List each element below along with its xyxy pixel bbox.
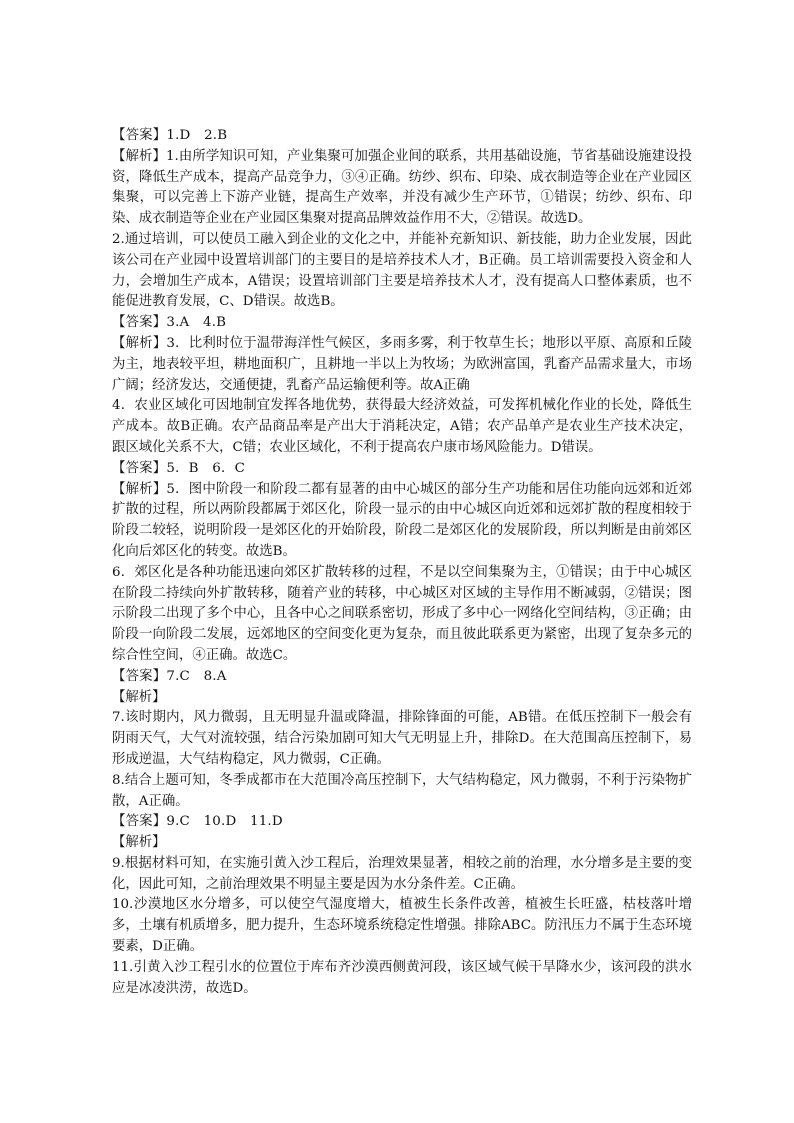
analysis-q1: 【解析】1.由所学知识可知，产业集聚可加强企业间的联系，共用基础设施，节省基础设施建设投资，降低生产成本，提高产品竞争力，③④正确。纺纱、织布、印染、成衣制造等企业在产业园区集聚，可以完善上下游产业链，提高生产效率，并没有减少生产环节，①错误；纺纱、织布、印染、成衣制造等企业在产业园区集聚对提高品牌效益作用不大，②错误。故选D。	[112, 148, 692, 227]
analysis-q8: 8.结合上题可知，冬季成都市在大范围冷高压控制下，大气结构稳定，风力微弱，不利于污染物扩散，A正确。	[112, 772, 692, 809]
analysis-heading-9-11: 【解析】	[112, 835, 166, 851]
analysis-q11: 11.引黄入沙工程引水的位置位于库布齐沙漠西侧黄河段，该区域气候干旱降水少，该河段的洪水应是冰凌洪涝，故选D。	[112, 959, 692, 996]
analysis-q6: 6．郊区化是各种功能迅速向郊区扩散转移的过程，不是以空间集聚为主，①错误；由于中心城区在阶段二持续向外扩散转移，随着产业的转移，中心城区对区域的主导作用不断减弱，②错误；图示阶段二出现了多个中心，且各中心之间联系密切，形成了多中心一网络化空间结构，③正确；由阶段一向阶段二发展，远郊地区的空间变化更为复杂，而且彼此联系更为紧密，出现了复杂多元的综合性空间，④正确。故选C。	[112, 564, 692, 663]
analysis-q7: 7.该时期内，风力微弱，且无明显升温或降温，排除锋面的可能，AB错。在低压控制下一般会有阴雨天气，大气对流较强，结合污染加剧可知大气无明显上升，排除D。在大范围高压控制下，易形成逆温，大气结构稳定，风力微弱，C正确。	[112, 710, 692, 767]
analysis-q9: 9.根据材料可知，在实施引黄入沙工程后，治理效果显著，相较之前的治理，水分增多是主要的变化，因此可知，之前治理效果不明显主要是因为水分条件差。C正确。	[112, 855, 692, 892]
analysis-q5: 【解析】5．图中阶段一和阶段二都有显著的由中心城区的部分生产功能和居住功能向远郊和近郊扩散的过程，所以两阶段都属于郊区化，阶段一显示的由中心城区向近郊和远郊扩散的程度相较于阶段二较轻，说明阶段一是郊区化的开始阶段，阶段二是郊区化的发展阶段，所以判断是由前郊区化向后郊区化的转变。故选B。	[112, 481, 692, 559]
answer-line-2: 【答案】3.A 4.B	[112, 315, 227, 331]
answer-line-3: 【答案】5．B 6．C	[112, 460, 246, 476]
analysis-q3: 【解析】3．比利时位于温带海洋性气候区，多雨多雾，利于牧草生长；地形以平原、高原和丘陵为主，地表较平坦，耕地面积广，且耕地一半以上为牧场；为欧洲富国，乳畜产品需求量大，市场广阔；经济发达，交通便捷，乳畜产品运输便利等。故A正确	[112, 335, 692, 393]
answer-sheet	[112, 126, 692, 999]
answer-line-5: 【答案】9.C 10.D 11.D	[112, 814, 283, 830]
answer-line-1: 【答案】1.D 2.B	[112, 128, 228, 143]
analysis-q2: 2.通过培训，可以使员工融入到企业的文化之中，并能补充新知识、新技能，助力企业发展，因此该公司在产业园中设置培训部门的主要目的是培养技术人才，B正确。员工培训需要投入资金和人力，会增加生产成本，A错误；设置培训部门主要是培养技术人才，没有提高人口整体素质，也不能促进教育发展，C、D错误。故选B。	[112, 231, 692, 310]
answer-line-4: 【答案】7.C 8.A	[112, 668, 227, 684]
analysis-q4: 4．农业区域化可因地制宜发挥各地优势，获得最大经济效益，可发挥机械化作业的长处，降低生产成本。故B正确。农产品商品率是产出大于消耗决定，A错；农产品单产是农业生产技术决定，跟区域化关系不大，C错；农业区域化，不利于提高农户康市场风险能力。D错误。	[112, 398, 692, 455]
analysis-q10: 10.沙漠地区水分增多，可以使空气湿度增大，植被生长条件改善，植被生长旺盛，枯枝落叶增多，土壤有机质增多，肥力提升，生态环境系统稳定性增强。排除ABC。防汛压力不属于生态环境要素，D正确。	[112, 897, 692, 955]
analysis-heading-7-8: 【解析】	[112, 689, 166, 705]
